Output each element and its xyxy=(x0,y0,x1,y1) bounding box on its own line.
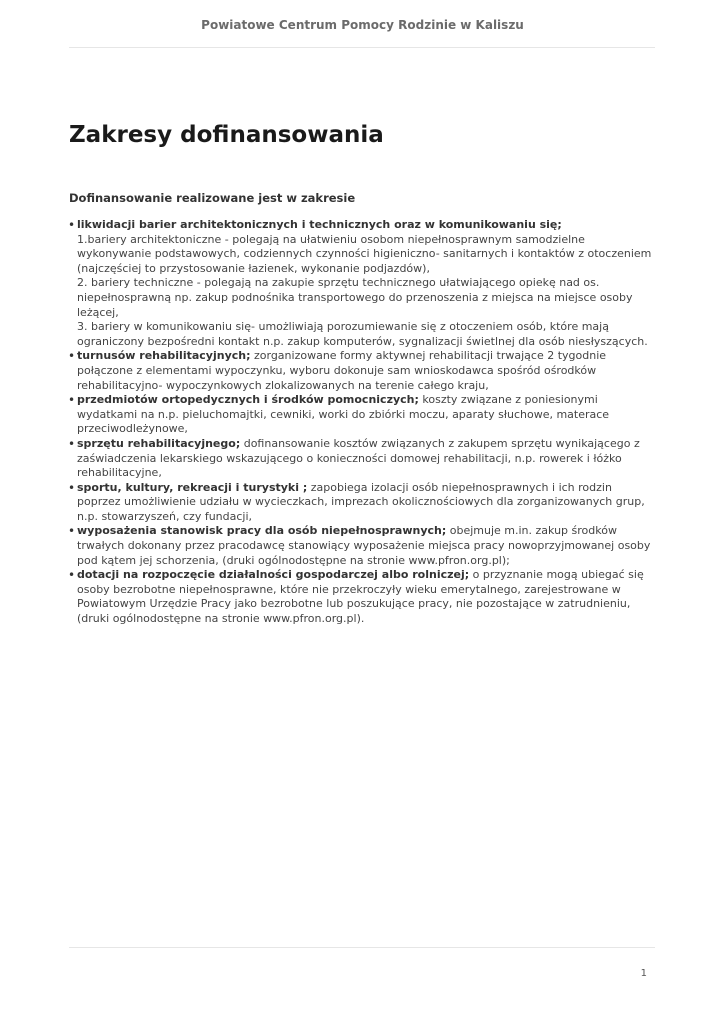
header-divider xyxy=(69,47,655,48)
list-item xyxy=(77,349,657,393)
list-item-text: zapobiega izolacji osób niepełnosprawnych i ich rodzin poprzez umożliwienie udziału w wycieczkach, imprezach okolicznościowych dla zorganizowanych grup, n.p. stowarzyszeń, czy fundacji, xyxy=(77,480,645,523)
page-title: Zakresy dofinansowania xyxy=(69,122,384,148)
list-item xyxy=(77,218,657,349)
list-item xyxy=(77,481,657,525)
list-item xyxy=(77,568,657,626)
list-item-text: obejmuje m.in. zakup środków trwałych dokonany przez pracodawcę stanowiący wyposażenie miejsca pracy nowoprzyjmowanej osoby pod kątem jej schorzenia, (druki ogólnodostępne na stronie www.pfron.org.pl); xyxy=(77,524,651,567)
list-item xyxy=(77,437,657,481)
list-item-lead: przedmiotów ortopedycznych i środków pomocniczych; xyxy=(77,393,419,407)
list-item-subpoint: 2. bariery techniczne - polegają na zakupie sprzętu technicznego ułatwiającego opiekę nad os. niepełnosprawną np. zakup podnośnika transportowego do przenoszenia z miejsca na miejsce osoby leżącej, xyxy=(77,276,633,319)
list-item xyxy=(77,524,657,568)
list-item-lead: wyposażenia stanowisk pracy dla osób niepełnosprawnych; xyxy=(77,524,447,538)
list-item-text: zorganizowane formy aktywnej rehabilitacji trwające 2 tygodnie połączone z elementami wypoczynku, wyboru dokonuje sam wnioskodawca spośród ośrodków rehabilitacyjno- wypoczynkowych zlokalizowanych na terenie całego kraju, xyxy=(77,349,607,392)
page-header-organization: Powiatowe Centrum Pomocy Rodzinie w Kaliszu xyxy=(201,18,524,32)
list-item-subpoint: 1.bariery architektoniczne - polegają na ułatwieniu osobom niepełnosprawnym samodzielne wykonywanie podstawowych, codziennych czynności higieniczno- sanitarnych i kontaktów z otoczeniem (najczęściej to przystosowanie łazienek, wykonanie podjazdów), xyxy=(77,232,652,275)
list-item-text: koszty związane z poniesionymi wydatkami na n.p. pieluchomajtki, cewniki, worki do zbiórki moczu, aparaty słuchowe, materace przeciwodleżynowe, xyxy=(77,393,610,436)
list-item-lead: dotacji na rozpoczęcie działalności gospodarczej albo rolniczej; xyxy=(77,568,470,582)
list-item-lead: sportu, kultury, rekreacji i turystyki ; xyxy=(77,480,308,494)
list-item-text: o przyznanie mogą ubiegać się osoby bezrobotne niepełnosprawne, które nie przekroczyły wieku emerytalnego, zarejestrowane w Powiatowym Urzędzie Pracy jako bezrobotne lub poszukujące pracy, nie pozostające w zatrudnieniu,(druki ogólnodostępne na stronie www.pfron.org.pl). xyxy=(77,568,644,626)
funding-scope-list xyxy=(77,218,657,627)
list-item-lead: likwidacji barier architektonicznych i technicznych oraz w komunikowaniu się; xyxy=(77,218,562,231)
list-item-subpoint: 3. bariery w komunikowaniu się- umożliwiają porozumiewanie się z otoczeniem osób, które mają ograniczony bezpośredni kontakt n.p. zakup komputerów, sygnalizacji świetlnej dla osób niesłyszących. xyxy=(77,320,648,348)
list-item-lead: sprzętu rehabilitacyjnego; xyxy=(77,436,241,450)
footer-divider xyxy=(69,947,655,948)
page-number: 1 xyxy=(640,968,647,979)
list-item xyxy=(77,393,657,437)
list-item-lead: turnusów rehabilitacyjnych; xyxy=(77,349,251,363)
list-item-text: dofinansowanie kosztów związanych z zakupem sprzętu wynikającego z zaświadczenia lekarskiego wskazującego o konieczności domowej rehabilitacji, n.p. rowerek i łóżko rehabilitacyjne, xyxy=(77,436,640,480)
intro-text: Dofinansowanie realizowane jest w zakresie xyxy=(69,191,356,205)
